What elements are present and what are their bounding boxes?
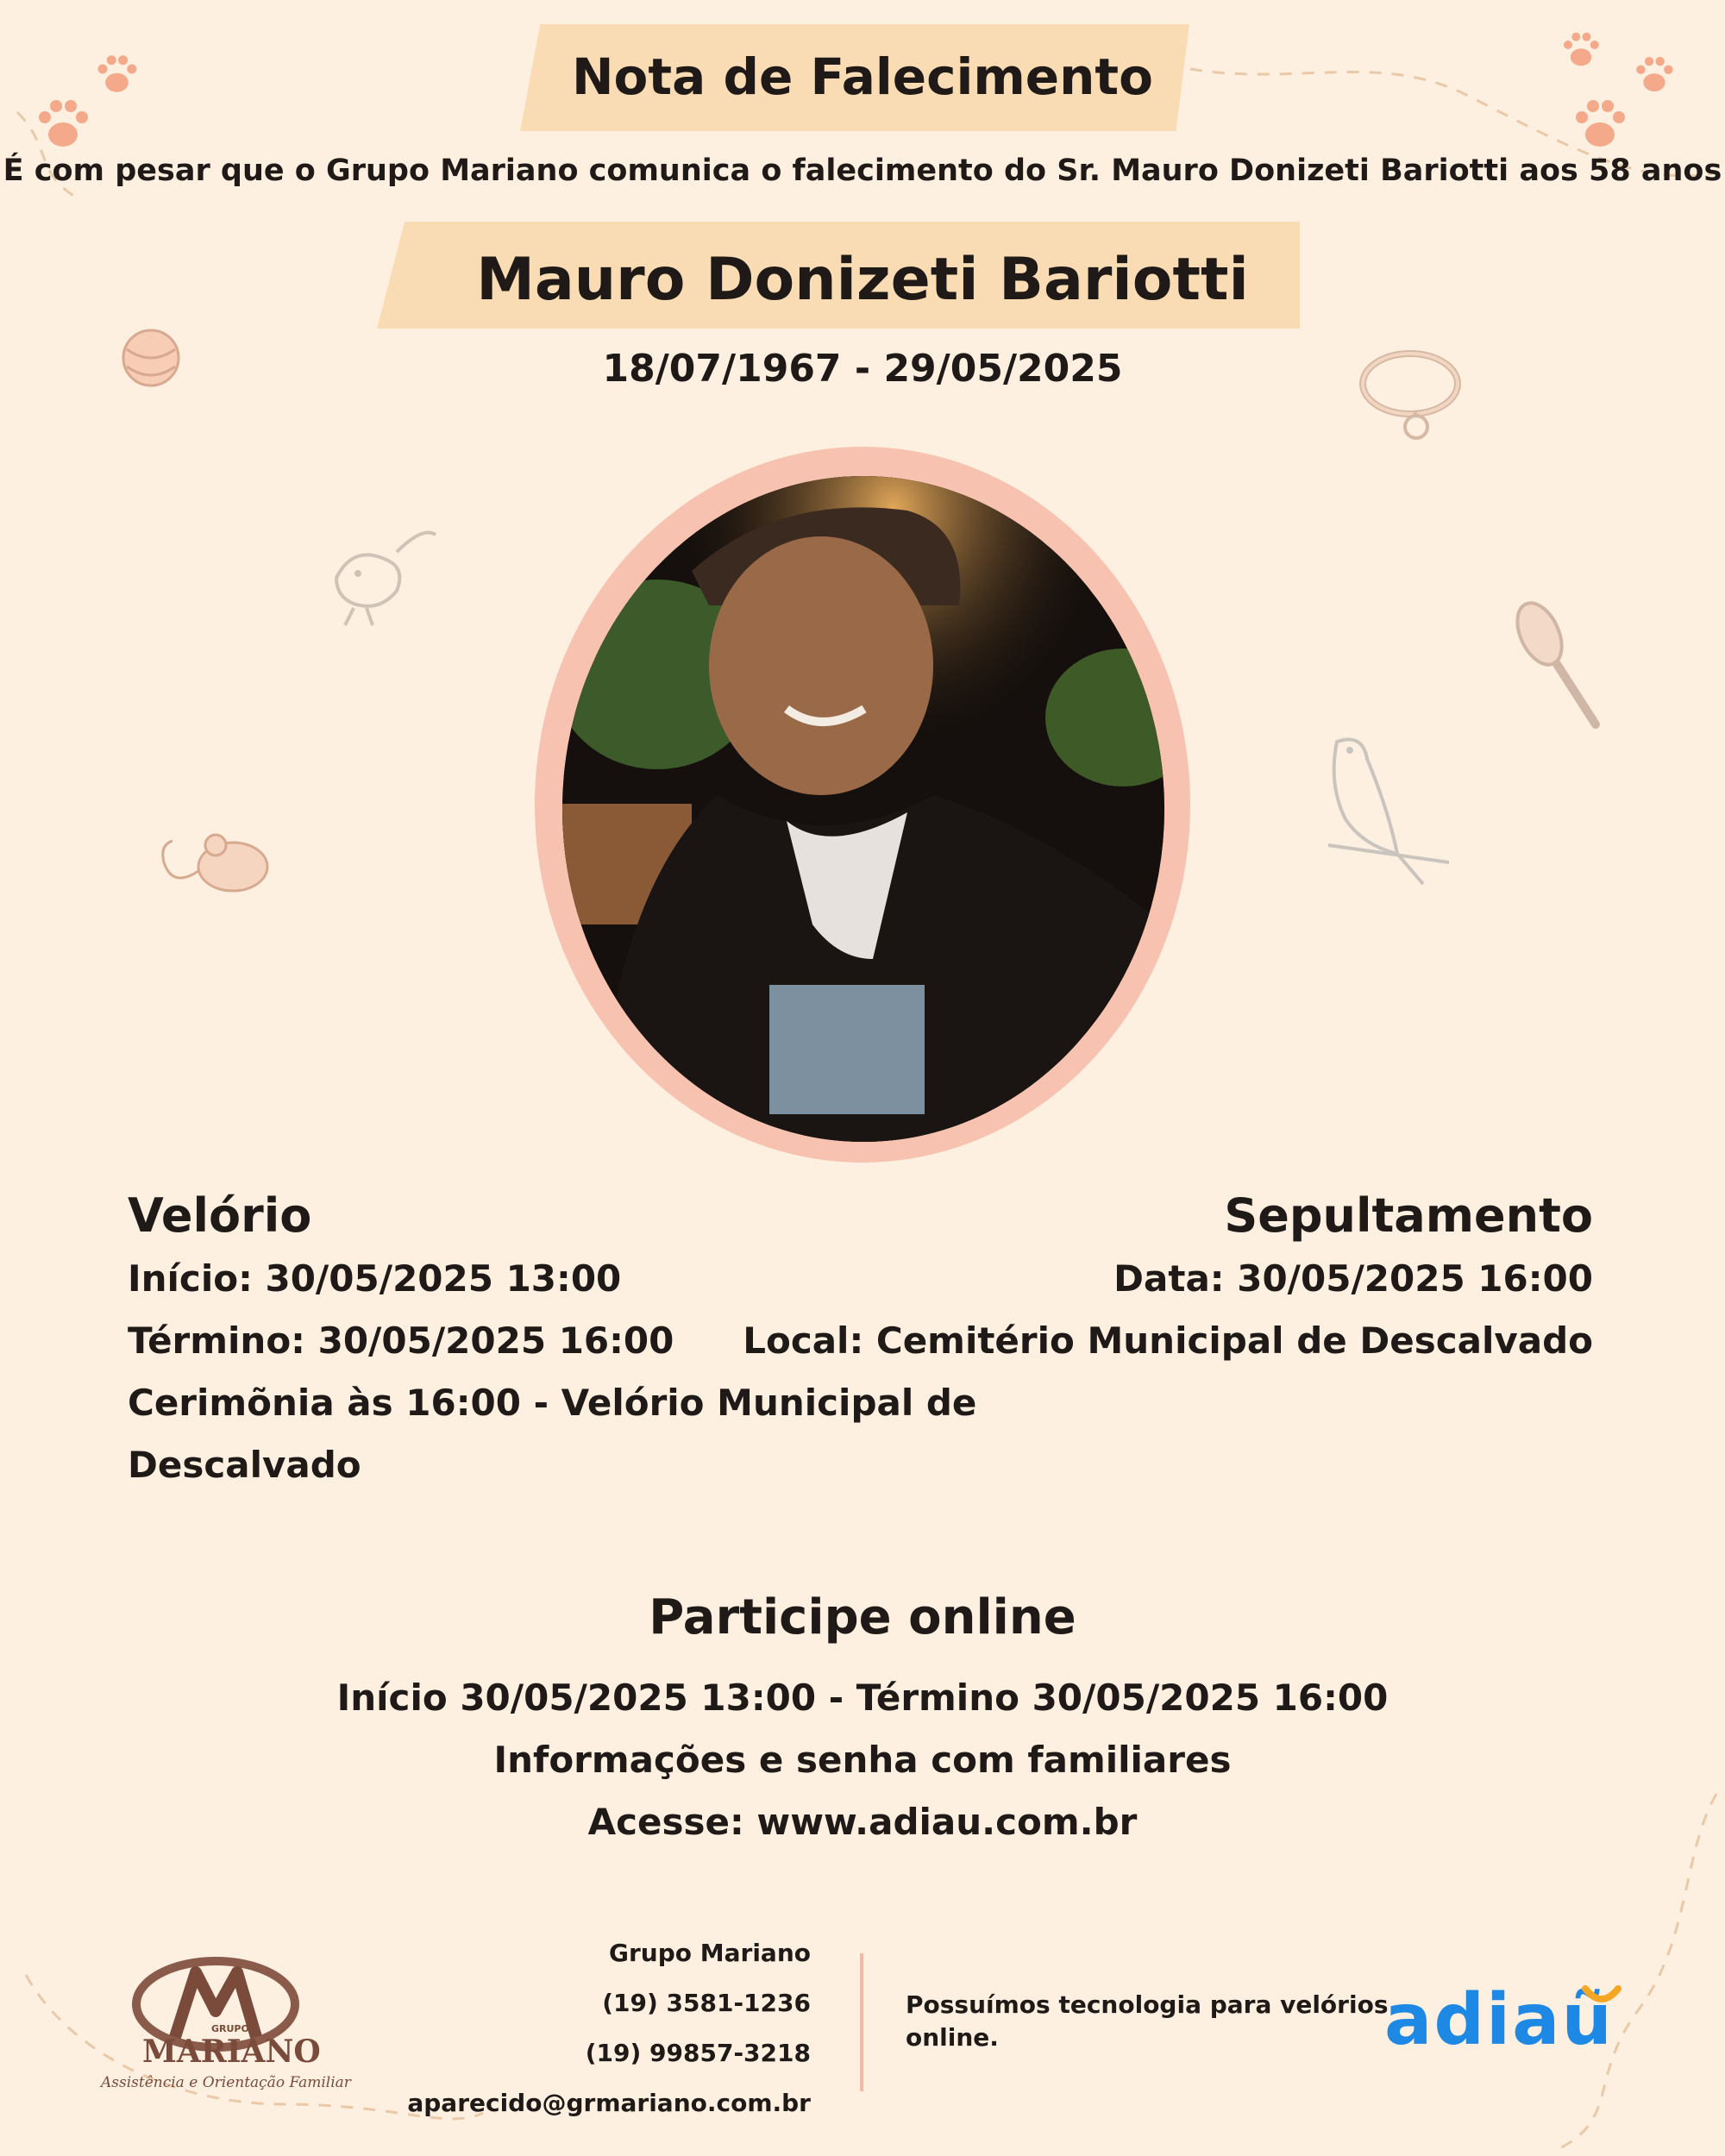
grupo-mariano-logo xyxy=(99,1951,351,2097)
announcement-text: É com pesar que o Grupo Mariano comunica o falecimento do Sr. Mauro Donizeti Bariotti aos 58 anos xyxy=(3,154,1722,188)
footer-email[interactable]: aparecido@grmariano.com.br xyxy=(407,2089,811,2117)
velorio-title: Velório xyxy=(128,1188,312,1243)
sepultamento-local: Local: Cemitério Municipal de Descalvado xyxy=(743,1319,1593,1362)
footer-tech-line-2: online. xyxy=(906,2023,999,2052)
fish-icon xyxy=(319,517,440,630)
footer-company: Grupo Mariano xyxy=(609,1939,811,1967)
footer-divider xyxy=(860,1953,863,2091)
online-info: Informações e senha com familiares xyxy=(493,1739,1232,1781)
logo-tagline: Assistência e Orientação Familiar xyxy=(101,2074,351,2091)
logo-mariano-text: MARIANO xyxy=(142,2034,321,2070)
footer-phone-2[interactable]: (19) 99857-3218 xyxy=(585,2039,811,2067)
footer-phone-1[interactable]: (19) 3581-1236 xyxy=(602,1989,811,2017)
deceased-photo xyxy=(562,476,1164,1142)
page-title: Nota de Falecimento xyxy=(572,47,1153,106)
velorio-inicio: Início: 30/05/2025 13:00 xyxy=(128,1257,622,1300)
adiau-logo: adiaũ xyxy=(1384,1979,1614,2061)
sepultamento-data: Data: 30/05/2025 16:00 xyxy=(1113,1257,1593,1300)
life-dates: 18/07/1967 - 29/05/2025 xyxy=(602,347,1123,391)
online-schedule: Início 30/05/2025 13:00 - Término 30/05/2025 16:00 xyxy=(336,1677,1389,1719)
online-title: Participe online xyxy=(649,1589,1076,1645)
bird-icon xyxy=(1302,724,1458,897)
footer-tech-line-1: Possuímos tecnologia para velórios xyxy=(906,1990,1389,2019)
brush-icon xyxy=(1509,595,1604,733)
logo-grupo-text: GRUPO xyxy=(211,2023,249,2034)
mouse-icon xyxy=(155,819,285,914)
velorio-termino: Término: 30/05/2025 16:00 xyxy=(128,1319,674,1362)
sepultamento-title: Sepultamento xyxy=(1224,1188,1593,1243)
velorio-local: Descalvado xyxy=(128,1444,361,1486)
adiau-smile-icon xyxy=(1580,1984,1623,2009)
online-website[interactable]: Acesse: www.adiau.com.br xyxy=(587,1801,1138,1843)
velorio-cerimonia: Cerimõnia às 16:00 - Velório Municipal de xyxy=(128,1382,977,1424)
deceased-name: Mauro Donizeti Bariotti xyxy=(476,246,1249,314)
